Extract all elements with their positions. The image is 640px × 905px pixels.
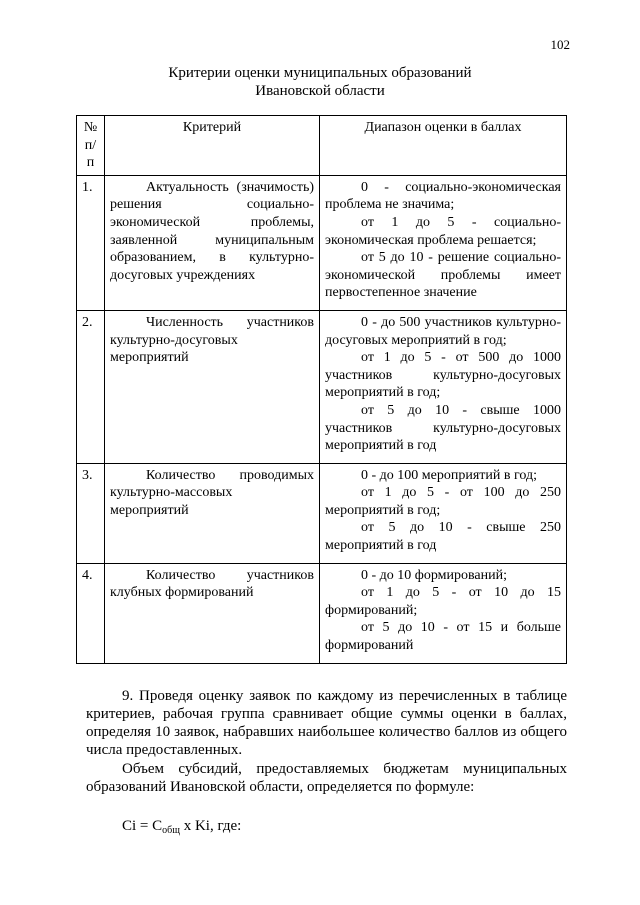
range-line: от 5 до 10 - свыше 1000 участников культурно-досуговых мероприятий в год xyxy=(325,402,561,454)
table-row xyxy=(77,563,567,663)
criterion-cell xyxy=(105,463,320,563)
criterion-text: Количество участников клубных формирований xyxy=(110,567,314,601)
range-line: от 1 до 5 - от 100 до 250 мероприятий в год; xyxy=(325,485,561,518)
criterion-cell xyxy=(105,310,320,463)
header-range: Диапазон оценки в баллах xyxy=(320,116,567,176)
range-line: от 5 до 10 - решение социально-экономической проблемы имеет первостепенное значение xyxy=(325,250,561,301)
criterion-text: Количество проводимых культурно-массовых мероприятий xyxy=(110,467,314,518)
range-line: 0 - до 10 формирований; xyxy=(361,567,508,583)
formula-subscript: общ xyxy=(162,825,180,836)
table-header-row xyxy=(77,116,567,176)
criterion-cell xyxy=(105,563,320,663)
criterion-text: Актуальность (значимость) решения социально-экономической проблемы, заявленной муниципальным образованием, в культурно-досуговых учреждениях xyxy=(110,179,314,283)
range-cell xyxy=(320,310,567,463)
row-number: 4. xyxy=(77,563,105,663)
range-line: от 5 до 10 - от 15 и больше формирований xyxy=(325,620,561,654)
range-line: от 1 до 5 - от 10 до 15 формирований; xyxy=(325,585,561,618)
table-row xyxy=(77,310,567,463)
formula-right: x Ki, где: xyxy=(179,818,242,834)
row-number: 1. xyxy=(77,175,105,310)
criterion-cell xyxy=(105,175,320,310)
range-line: от 5 до 10 - свыше 250 мероприятий в год xyxy=(325,520,561,554)
criterion-text: Численность участников культурно-досуговых мероприятий xyxy=(110,314,314,366)
range-cell xyxy=(320,175,567,310)
page-number: 102 xyxy=(550,37,570,52)
document-title xyxy=(70,64,570,100)
row-number: 2. xyxy=(77,310,105,463)
paragraph-9: 9. Проведя оценку заявок по каждому из перечисленных в таблице критериев, рабочая группа сравнивает общие суммы оценки в баллах, определяя 10 заявок, набравших наибольшее количество баллов из общего числа предоставленных. xyxy=(86,688,567,758)
range-cell xyxy=(320,463,567,563)
range-line: 0 - до 100 мероприятий в год; xyxy=(361,467,537,483)
range-line: 0 - социально-экономическая проблема не значима; xyxy=(325,179,561,213)
row-number: 3. xyxy=(77,463,105,563)
title-line-2: Ивановской области xyxy=(255,83,385,99)
table-row xyxy=(77,175,567,310)
range-line: 0 - до 500 участников культурно-досуговых мероприятий в год; xyxy=(325,314,561,348)
header-criterion: Критерий xyxy=(105,116,320,176)
paragraph-formula-intro: Объем субсидий, предоставляемых бюджетам муниципальных образований Ивановской области, определяется по формуле: xyxy=(86,761,567,795)
title-line-1: Критерии оценки муниципальных образований xyxy=(168,65,472,81)
header-num: № п/п xyxy=(77,116,105,176)
range-line: от 1 до 5 - от 500 до 1000 участников культурно-досуговых мероприятий в год; xyxy=(325,350,561,401)
formula xyxy=(122,817,241,840)
formula-left: Ci = C xyxy=(122,818,163,834)
range-line: от 1 до 5 - социально-экономическая проблема решается; xyxy=(325,214,561,248)
table-row xyxy=(77,463,567,563)
range-cell xyxy=(320,563,567,663)
criteria-table xyxy=(76,115,567,664)
